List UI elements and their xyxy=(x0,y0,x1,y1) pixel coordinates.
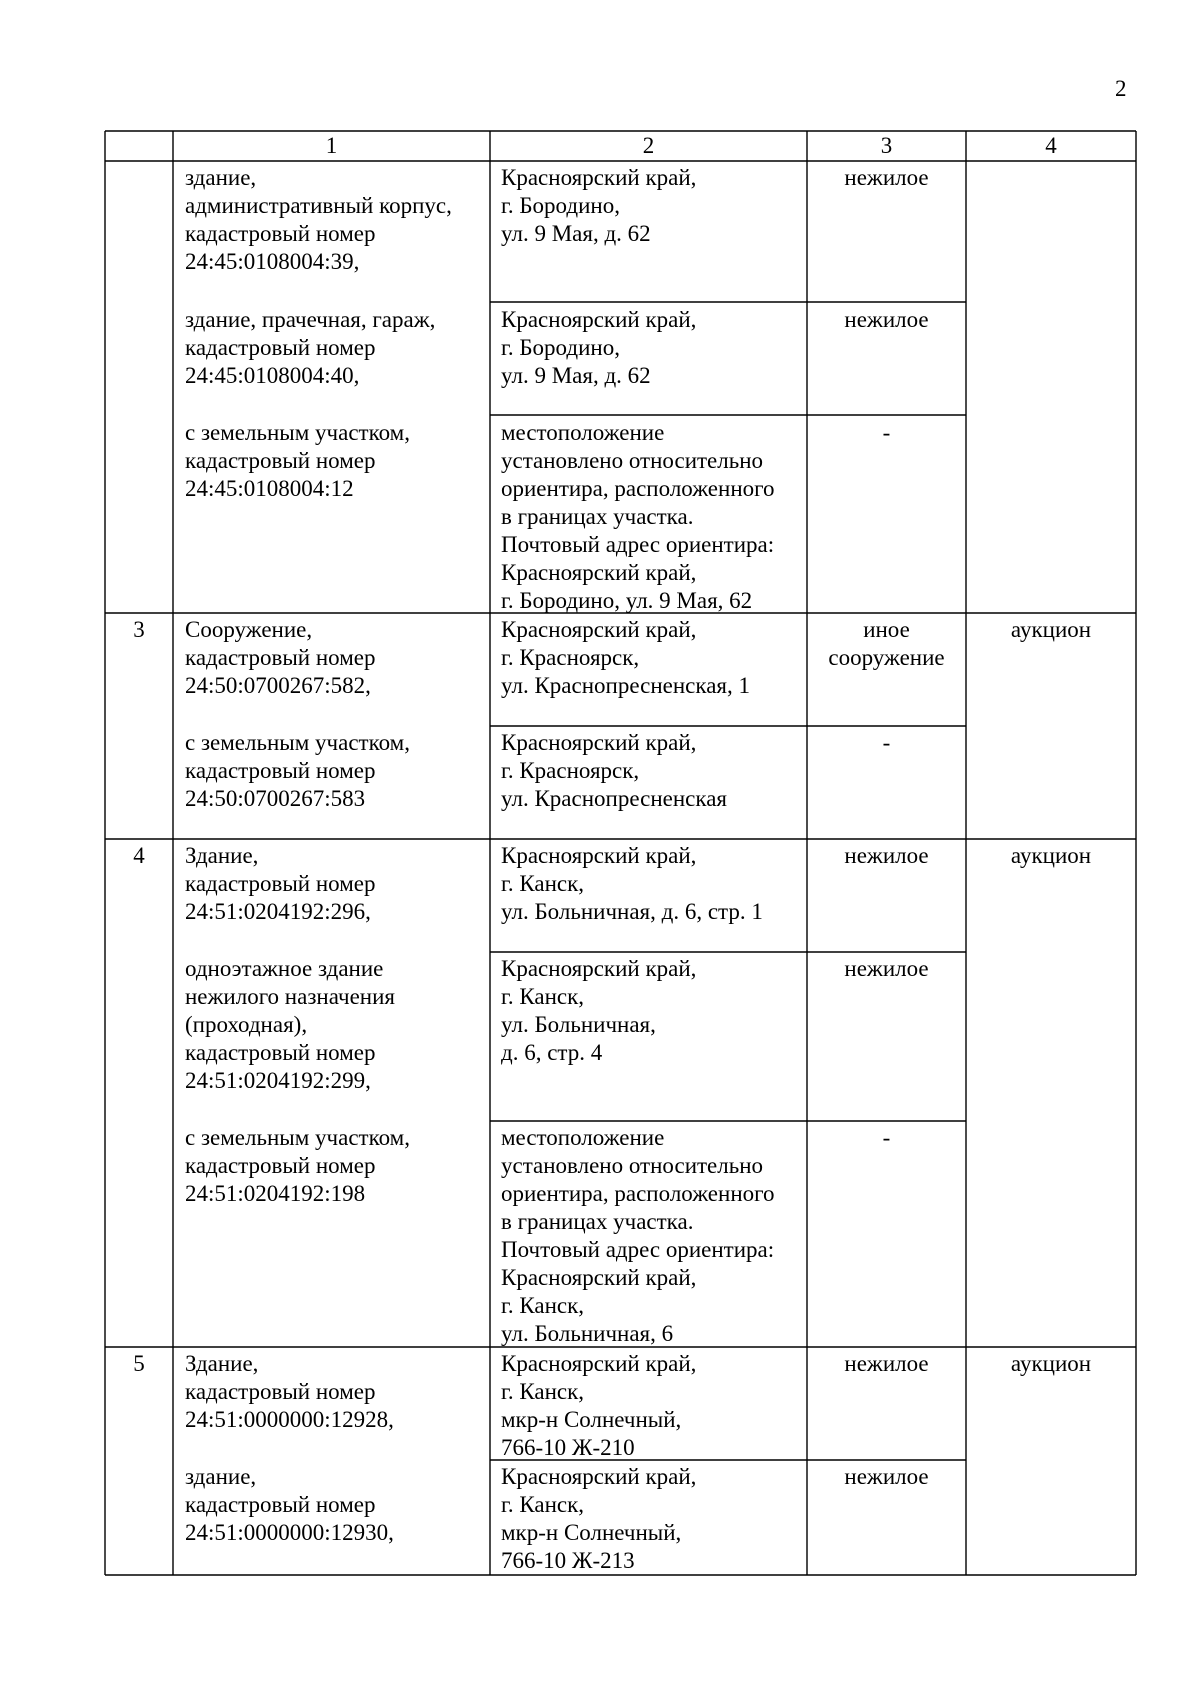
property-type: нежилое xyxy=(844,1351,929,1376)
property-type: - xyxy=(882,420,891,445)
property-address: Красноярский край, г. Канск, мкр-н Солнечный, 766-10 Ж-213 xyxy=(501,1464,697,1573)
page-number: 2 xyxy=(1115,76,1127,101)
property-address: местоположение установлено относительно ориентира, расположенного в границах участка. Почтовый адрес ориентира: Красноярский край, г. Канск, ул. Больничная, 6 xyxy=(501,1125,775,1346)
property-type: нежилое xyxy=(844,307,929,332)
property-description: Здание, кадастровый номер 24:51:0204192:296, xyxy=(185,843,376,924)
row-number: 4 xyxy=(133,843,145,868)
property-address: Красноярский край, г. Канск, ул. Больничная, д. 6, стр. 1 xyxy=(501,843,763,924)
property-address: местоположение установлено относительно ориентира, расположенного в границах участка. Почтовый адрес ориентира: Красноярский край, г. Бородино, ул. 9 Мая, 62 xyxy=(501,420,775,613)
column-header-2: 2 xyxy=(642,133,655,158)
column-header-1: 1 xyxy=(325,133,338,158)
property-description: одноэтажное здание нежилого назначения (проходная), кадастровый номер 24:51:0204192:299, xyxy=(185,956,395,1093)
property-type: иное сооружение xyxy=(828,617,945,670)
row-number: 3 xyxy=(133,617,145,642)
column-header-3: 3 xyxy=(880,133,893,158)
property-address: Красноярский край, г. Канск, мкр-н Солнечный, 766-10 Ж-210 xyxy=(501,1351,697,1460)
sale-method: аукцион xyxy=(1010,843,1092,868)
property-type: - xyxy=(882,730,891,755)
property-description: с земельным участком, кадастровый номер 24:51:0204192:198 xyxy=(185,1125,410,1206)
property-type: - xyxy=(882,1125,891,1150)
property-type: нежилое xyxy=(844,843,929,868)
property-address: Красноярский край, г. Канск, ул. Больничная, д. 6, стр. 4 xyxy=(501,956,697,1065)
sale-method: аукцион xyxy=(1010,617,1092,642)
property-address: Красноярский край, г. Бородино, ул. 9 Мая, д. 62 xyxy=(501,165,697,246)
property-address: Красноярский край, г. Красноярск, ул. Краснопресненская, 1 xyxy=(501,617,750,698)
property-description: здание, административный корпус, кадастровый номер 24:45:0108004:39, xyxy=(185,165,452,274)
column-header-4: 4 xyxy=(1045,133,1057,158)
property-description: с земельным участком, кадастровый номер 24:50:0700267:583 xyxy=(185,730,410,811)
property-type: нежилое xyxy=(844,956,929,981)
sale-method: аукцион xyxy=(1010,1351,1092,1376)
property-description: здание, кадастровый номер 24:51:0000000:12930, xyxy=(185,1464,394,1545)
property-address: Красноярский край, г. Красноярск, ул. Краснопресненская xyxy=(501,730,727,811)
property-type: нежилое xyxy=(844,1464,929,1489)
property-description: Сооружение, кадастровый номер 24:50:0700267:582, xyxy=(185,617,376,698)
row-number: 5 xyxy=(133,1351,145,1376)
property-description: с земельным участком, кадастровый номер 24:45:0108004:12 xyxy=(185,420,410,501)
property-address: Красноярский край, г. Бородино, ул. 9 Мая, д. 62 xyxy=(501,307,697,388)
property-description: Здание, кадастровый номер 24:51:0000000:12928, xyxy=(185,1351,394,1432)
property-description: здание, прачечная, гараж, кадастровый номер 24:45:0108004:40, xyxy=(185,307,436,388)
property-type: нежилое xyxy=(844,165,929,190)
